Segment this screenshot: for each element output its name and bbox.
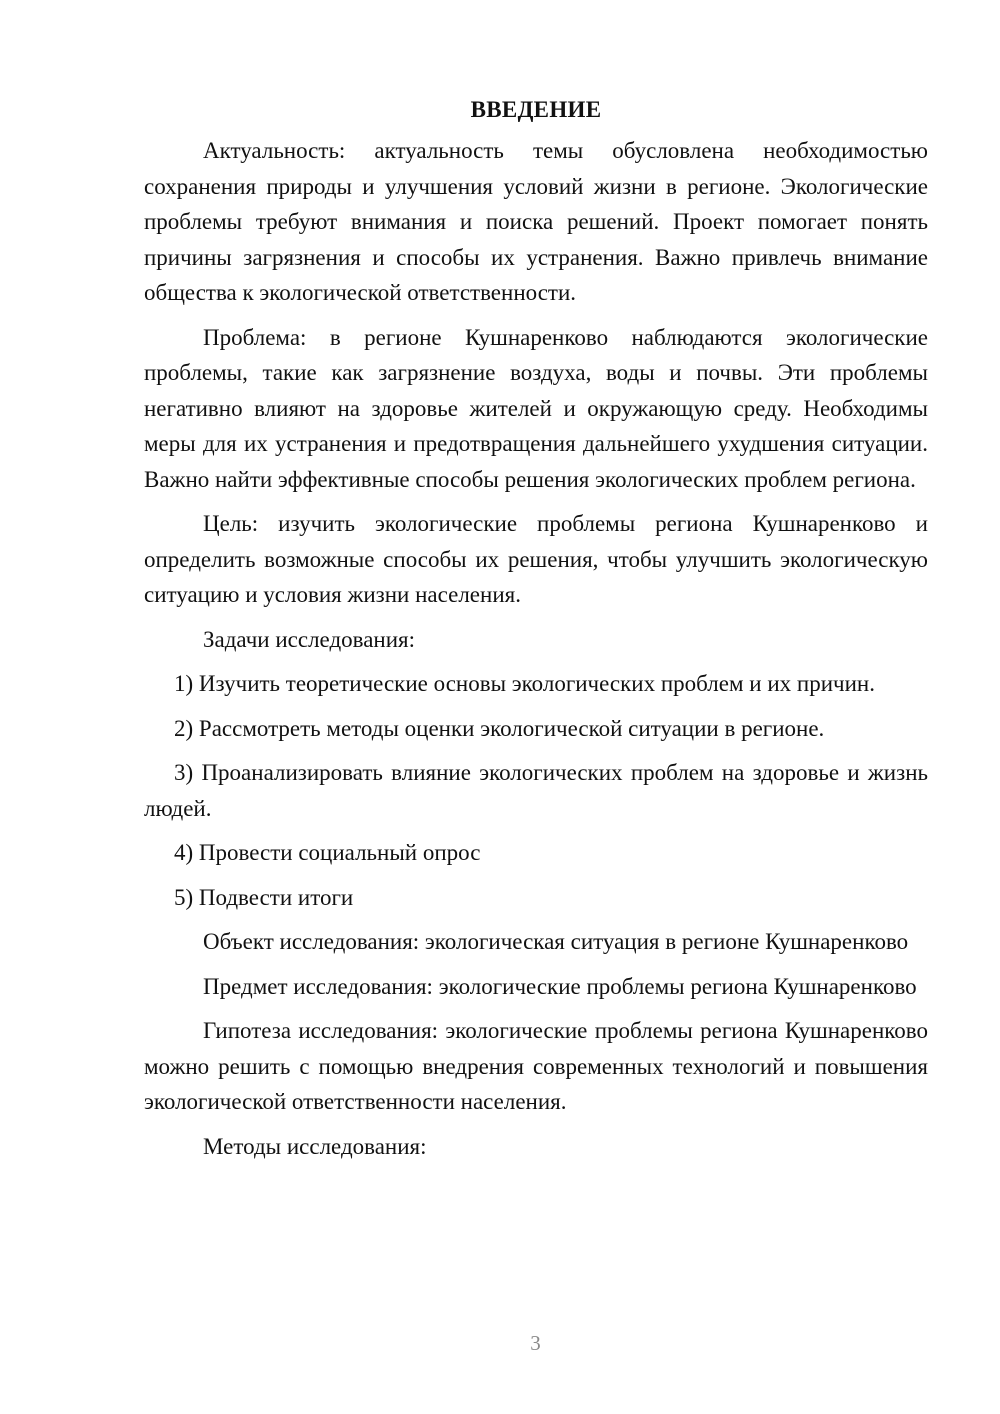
task-item-3: 3) Проанализировать влияние экологических проблем на здоровье и жизнь людей. — [144, 760, 928, 821]
goal-paragraph: Цель: изучить экологические проблемы региона Кушнаренково и определить возможные способы их решения, чтобы улучшить экологическую ситуацию и условия жизни населения. — [144, 511, 928, 607]
relevance-paragraph: Актуальность: актуальность темы обусловлена необходимостью сохранения природы и улучшения условий жизни в регионе. Экологические проблемы требуют внимания и поиска решений. Проект помогает понять причины загрязнения и способы их устранения. Важно привлечь внимание общества к экологической ответственности. — [144, 138, 928, 305]
page-title: ВВЕДЕНИЕ — [470, 97, 602, 122]
problem-paragraph: Проблема: в регионе Кушнаренково наблюдаются экологические проблемы, такие как загрязнение воздуха, воды и почвы. Эти проблемы негативно влияют на здоровье жителей и окружающую среду. Необходимы меры для их устранения и предотвращения дальнейшего ухудшения ситуации. Важно найти эффективные способы решения экологических проблем региона. — [144, 324, 928, 492]
tasks-heading: Задачи исследования: — [203, 626, 416, 652]
task-item-4: 4) Провести социальный опрос — [174, 840, 481, 865]
task-item-1: 1) Изучить теоретические основы экологических проблем и их причин. — [174, 671, 875, 696]
hypothesis-paragraph: Гипотеза исследования: экологические проблемы региона Кушнаренково можно решить с помощью внедрения современных технологий и повышения экологической ответственности населения. — [144, 1018, 928, 1114]
task-item-5: 5) Подвести итоги — [174, 884, 354, 910]
subject-paragraph: Предмет исследования: экологические проблемы региона Кушнаренково — [203, 973, 917, 999]
page-number: 3 — [530, 1331, 541, 1355]
methods-heading: Методы исследования: — [203, 1133, 427, 1159]
document-page — [144, 92, 928, 1173]
object-paragraph: Объект исследования: экологическая ситуация в регионе Кушнаренково — [203, 929, 909, 954]
task-item-2: 2) Рассмотреть методы оценки экологической ситуации в регионе. — [174, 715, 825, 741]
